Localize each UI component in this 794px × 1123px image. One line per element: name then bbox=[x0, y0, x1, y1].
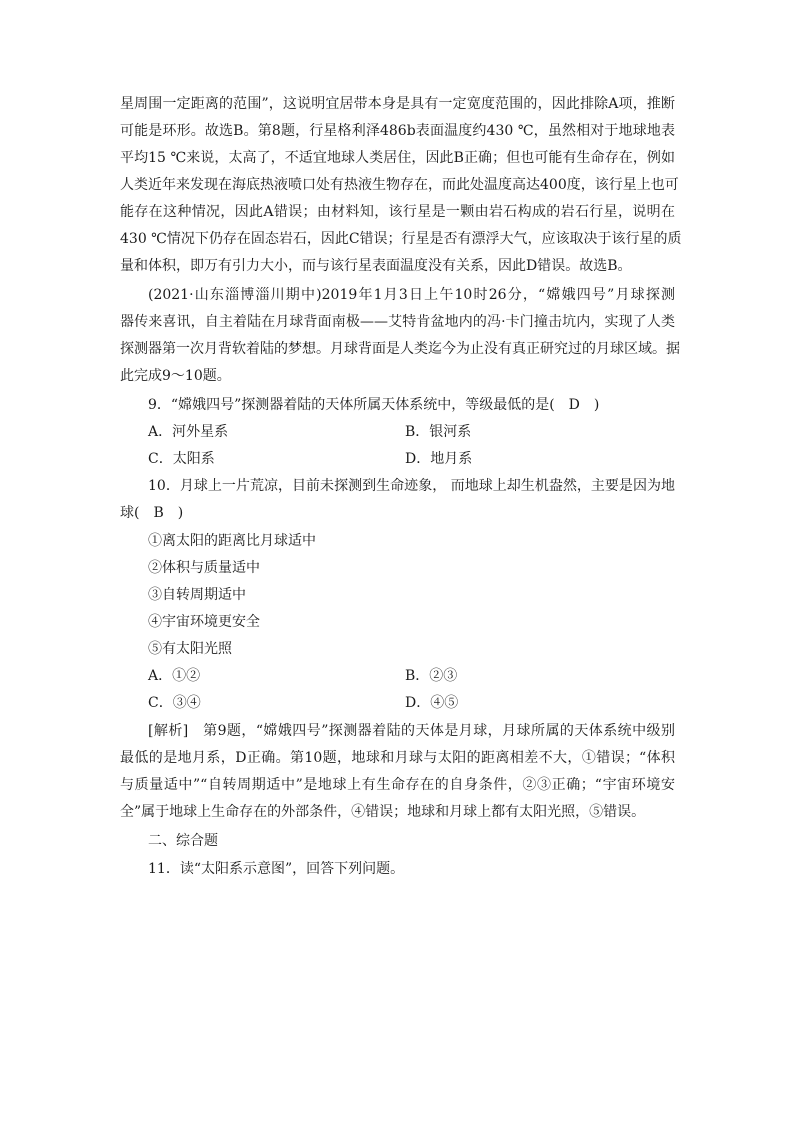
question-10-item: ①离太阳的距离比月球适中 bbox=[148, 533, 316, 549]
material-text-line: (2021·山东淄博淄川期中)2019年1月3日上午10时26分，“嫦娥四号”月球探测 bbox=[148, 287, 675, 303]
analysis-text-line: [解析] 第9题，“嫦娥四号”探测器着陆的天体是月球，月球所属的天体系统中级别 bbox=[148, 723, 675, 739]
analysis-text-line: 与质量适中”“自转周期适中”是地球上有生命存在的自身条件，②③正确；“宇宙环境安 bbox=[120, 777, 675, 793]
question-10-item: ④宇宙环境更安全 bbox=[148, 614, 260, 630]
question-10-stem-cont: 球( B ) bbox=[120, 505, 184, 521]
question-9-option-c: C．太阳系 bbox=[148, 451, 215, 467]
answer-text-line: 平均15 ℃来说，太高了，不适宜地球人类居住，因此B正确；但也可能有生命存在，例如 bbox=[120, 150, 675, 166]
question-10-option-d: D．④⑤ bbox=[405, 695, 459, 711]
section-heading: 二、综合题 bbox=[148, 833, 218, 849]
question-10-item: ②体积与质量适中 bbox=[148, 560, 260, 576]
answer-text-line: 可能是环形。故选B。第8题，行星格利泽486b表面温度约430 ℃，虽然相对于地球地表 bbox=[120, 123, 675, 139]
question-11-stem: 11．读“太阳系示意图”，回答下列问题。 bbox=[148, 861, 405, 877]
material-text-line: 探测器第一次月背软着陆的梦想。月球背面是人类迄今为止没有真正研究过的月球区域。据 bbox=[120, 341, 680, 357]
answer-text-line: 星周围一定距离的范围”，这说明宜居带本身是具有一定宽度范围的，因此排除A项，推断 bbox=[120, 96, 675, 112]
question-10-option-b: B．②③ bbox=[405, 668, 458, 684]
answer-text-line: 人类近年来发现在海底热液喷口处有热液生物存在，而此处温度高达400度，该行星上也可 bbox=[120, 177, 679, 193]
answer-text-line: 能存在这种情况，因此A错误；由材料知，该行星是一颗由岩石构成的岩石行星，说明在 bbox=[120, 204, 675, 220]
analysis-text-line: 最低的是地月系，D正确。第10题，地球和月球与太阳的距离相差不大，①错误；“体积 bbox=[120, 750, 675, 766]
question-10-option-c: C．③④ bbox=[148, 695, 201, 711]
analysis-text-line: 全”属于地球上生命存在的外部条件，④错误；地球和月球上都有太阳光照，⑤错误。 bbox=[120, 804, 646, 820]
answer-text-line: 430 ℃情况下仍存在固态岩石，因此C错误；行星是否有漂浮大气，应该取决于该行星的质 bbox=[120, 231, 682, 247]
material-text-line: 器传来喜讯，自主着陆在月球背面南极——艾特肯盆地内的冯·卡门撞击坑内，实现了人类 bbox=[120, 314, 675, 330]
question-9-option-a: A．河外星系 bbox=[148, 424, 229, 440]
question-9-stem: 9．“嫦娥四号”探测器着陆的天体所属天体系统中，等级最低的是( D ) bbox=[148, 397, 600, 413]
question-10-item: ③自转周期适中 bbox=[148, 587, 246, 603]
material-text-line: 此完成9～10题。 bbox=[120, 368, 231, 384]
question-9-option-d: D．地月系 bbox=[405, 451, 473, 467]
answer-text-line: 量和体积，即万有引力大小，而与该行星表面温度没有关系，因此D错误。故选B。 bbox=[120, 258, 632, 274]
question-10-stem: 10．月球上一片荒凉，目前未探测到生命迹象， 而地球上却生机盎然，主要是因为地 bbox=[148, 478, 675, 494]
question-9-option-b: B．银河系 bbox=[405, 424, 472, 440]
question-10-option-a: A．①② bbox=[148, 668, 201, 684]
question-10-item: ⑤有太阳光照 bbox=[148, 641, 232, 657]
